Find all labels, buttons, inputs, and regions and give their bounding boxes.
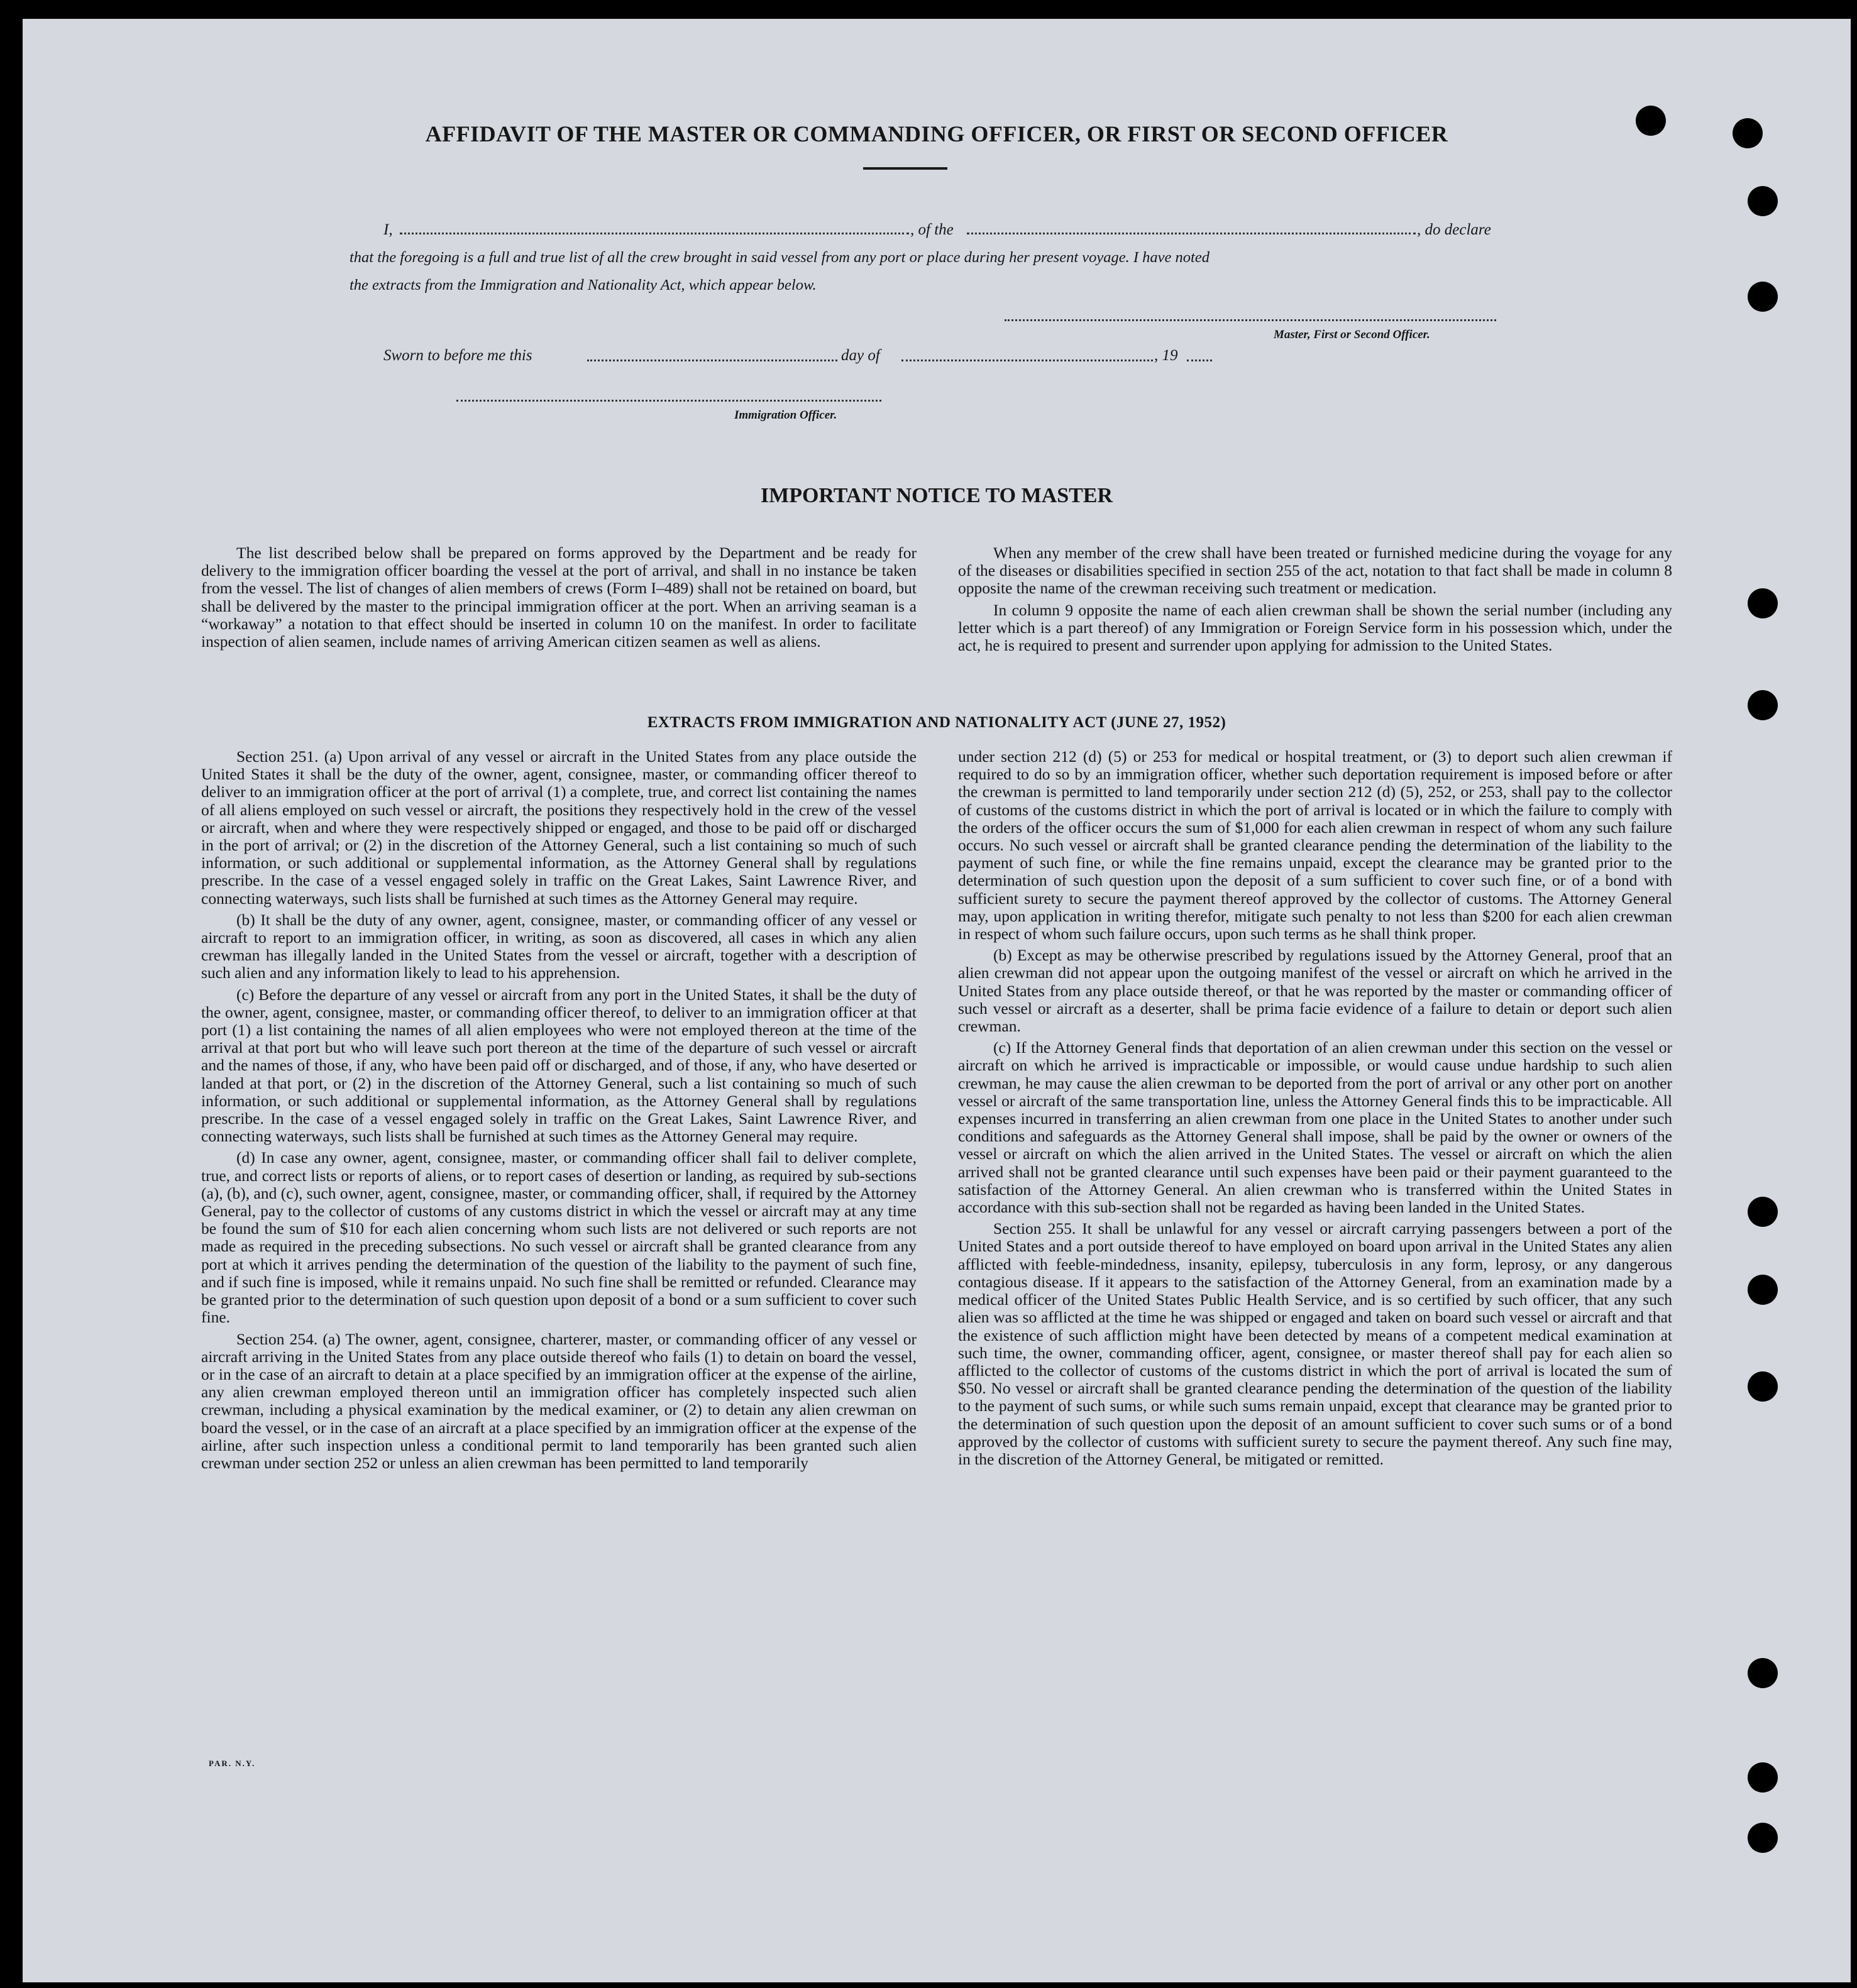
officer-signature-line[interactable] xyxy=(456,400,881,402)
punch-hole xyxy=(1748,1658,1778,1688)
section-251d: (d) In case any owner, agent, consignee, master, or commanding officer shall fail to deliver complete, true, and correct lists or reports of aliens, or to report cases of desertion or landing, as required by sub-sections (a), (b), and (c), such owner, agent, consignee, master, or commanding officer, shall, if required by the Attorney General, pay to the collector of customs of any customs district in which the vessel or aircraft may at any time be found the sum of $10 for each alien concerning whom such lists are not delivered or such reports are not made as required in the preceding subsections. No such vessel or aircraft shall be granted clearance from any port at which it arrives pending the determination of the question of the liability to the payment of such fine, and if such fine is imposed, while it remains unpaid. No such fine shall be remitted or refunded. Clearance may be granted prior to the determination of such question upon deposit of a bond or a sum sufficient to cover such fine. xyxy=(201,1148,917,1327)
extracts-right-column xyxy=(958,748,1672,1472)
punch-hole xyxy=(1748,1762,1778,1793)
punch-hole xyxy=(1636,106,1666,136)
affidavit-declare-label: , do declare xyxy=(1417,221,1491,238)
year-fill-line[interactable] xyxy=(1187,360,1212,361)
punch-hole xyxy=(1748,1371,1778,1402)
vessel-fill-line[interactable] xyxy=(967,233,1416,234)
section-251a: Section 251. (a) Upon arrival of any vessel or aircraft in the United States from any place outside the United States it shall be the duty of the owner, agent, consignee, master, or commanding officer thereof to deliver to an immigration officer at the port of arrival (1) a complete, true, and correct list containing the names of all aliens employed on such vessel or aircraft, the positions they respectively hold in the crew of the vessel or aircraft, when and where they were respectively shipped or engaged, and those to be paid off or discharged in the port of arrival; or (2) in the discretion of the Attorney General, such a list containing so much of such information, or such additional or supplemental information, as the Attorney General shall by regulations prescribe. In the case of a vessel engaged solely in traffic on the Great Lakes, Saint Lawrence River, and connecting waterways, such lists shall be furnished at such times as the Attorney General may require. xyxy=(201,747,917,908)
punch-hole xyxy=(1748,282,1778,312)
affidavit-line-2: that the foregoing is a full and true list of all the crew brought in said vessel from any port or place during her present voyage. I have noted xyxy=(350,249,1210,266)
master-signature-line[interactable] xyxy=(1005,319,1496,321)
day-of-label: day of xyxy=(841,347,880,364)
affidavit-i-label: I, xyxy=(383,221,393,238)
form-page xyxy=(23,19,1851,1982)
extracts-title: EXTRACTS FROM IMMIGRATION AND NATIONALITY ACT (JUNE 27, 1952) xyxy=(647,714,1226,731)
printer-mark: PAR. N.Y. xyxy=(209,1759,256,1768)
notice-title: IMPORTANT NOTICE TO MASTER xyxy=(760,484,1113,507)
year-label: , 19 xyxy=(1154,347,1178,364)
notice-right-paragraph-2: In column 9 opposite the name of each alien crewman shall be shown the serial number (including any letter which is a part thereof) of any Immigration or Foreign Service form in his possession which, under the act, he is required to present and surrender upon applying for admission to the United States. xyxy=(958,600,1672,655)
section-251b: (b) It shall be the duty of any owner, agent, consignee, master, or commanding officer of any vessel or aircraft to report to an immigration officer, in writing, as soon as discovered, all cases in which any alien crewman has illegally landed in the United States from the vessel or aircraft, together with a description of such alien and any information likely to lead to his apprehension. xyxy=(201,910,917,982)
punch-hole xyxy=(1748,1275,1778,1305)
extracts-left-column xyxy=(201,748,917,1476)
sworn-label: Sworn to before me this xyxy=(383,347,532,364)
punch-hole xyxy=(1748,186,1778,216)
affidavit-of-the-label: , of the xyxy=(910,221,954,238)
name-fill-line[interactable] xyxy=(400,233,909,234)
officer-caption: Immigration Officer. xyxy=(734,409,837,422)
section-254a-part-2: under section 212 (d) (5) or 253 for medical or hospital treatment, or (3) to deport such alien crewman if required to do so by an immigration officer, whether such deportation requirement is imposed before or after the crewman is permitted to land temporarily under section 212 (d) (5), 252, or 253, shall pay to the collector of customs of the customs district in which the port of arrival is located or in which the failure to comply with the orders of the officer occurs the sum of $1,000 for each alien crewman in respect of whom any such failure occurs. No such vessel or aircraft shall be granted clearance pending the determination of the liability to the payment of such fine, or while the fine remains unpaid, except the clearance may be granted prior to the determination of such question upon the deposit of a sum sufficient to cover such fine, or of a bond with sufficient surety to secure the payment thereof approved by the collector of customs. The Attorney General may, upon application in writing therefor, mitigate such penalty to not less than $200 for each alien crewman in respect of whom such failure occurs, upon such terms as he shall think proper. xyxy=(958,747,1672,943)
sworn-month-fill-line[interactable] xyxy=(901,360,1153,361)
punch-hole xyxy=(1748,690,1778,720)
notice-right-paragraph-1: When any member of the crew shall have been treated or furnished medicine during the voyage for any of the diseases or disabilities specified in section 255 of the act, notation to that fact shall be made in column 8 opposite the name of the crewman receiving such treatment or medication. xyxy=(958,544,1672,598)
section-254a-part-1: Section 254. (a) The owner, agent, consignee, charterer, master, or commanding officer of any vessel or aircraft arriving in the United States from any place outside thereof who fails (1) to detain on board the vessel, or in the case of an aircraft to detain at a place specified by an immigration officer at the expense of the airline, any alien crewman employed thereon until an immigration officer has completely inspected such alien crewman, including a physical examination by the medical examiner, or (2) to detain any alien crewman on board the vessel, or in the case of an aircraft at a place specified by an immigration officer at the expense of the airline, after such inspection unless a conditional permit to land temporarily has been granted such alien crewman under section 252 or unless an alien crewman has been permitted to land temporarily xyxy=(201,1329,917,1472)
section-255: Section 255. It shall be unlawful for any vessel or aircraft carrying passengers between a port of the United States and a port outside thereof to have employed on board upon arrival in the United States any alien afflicted with feeble-mindedness, insanity, epilepsy, tuberculosis in any form, leprosy, or any dangerous contagious disease. If it appears to the satisfaction of the Attorney General, from an examination made by a medical officer of the United States Public Health Service, and is so certified by such officer, that any such alien was so afflicted at the time he was shipped or engaged and taken on board such vessel or aircraft and that the existence of such affliction might have been detected by means of a competent medical examination at such time, the owner, commanding officer, agent, consignee, or master thereof shall pay for each alien so afflicted to the collector of customs of the customs district in which the port of arrival is located the sum of $50. No vessel or aircraft shall be granted clearance pending the determination of the question of the liability to the payment of such sums, or while such sums remain unpaid, except that clearance may be granted prior to the determination of such question upon the deposit of an amount sufficient to cover such sums or of a bond approved by the collector of customs with sufficient surety to secure the payment thereof. Any such fine may, in the discretion of the Attorney General, be mitigated or remitted. xyxy=(958,1219,1672,1468)
punch-hole xyxy=(1748,588,1778,618)
section-251c: (c) Before the departure of any vessel or aircraft from any port in the United States, it shall be the duty of the owner, agent, consignee, master, or commanding officer thereof, to deliver to an immigration officer at that port (1) a list containing the names of all alien employees who were not employed thereon at the time of the arrival at that port but who will leave such port thereon at the time of the departure of such vessel or aircraft and the names of those, if any, who have been paid off or discharged, and of those, if any, who have deserted or landed at that port, or (2) in the discretion of the Attorney General, such a list containing so much of such information, or such additional or supplemental information, as the Attorney General shall by regulations prescribe. In the case of a vessel engaged solely in traffic on the Great Lakes, Saint Lawrence River, and connecting waterways, such lists shall be furnished at such times as the Attorney General may require. xyxy=(201,985,917,1146)
notice-left-column xyxy=(201,544,917,654)
punch-hole xyxy=(1748,1197,1778,1227)
notice-left-paragraph: The list described below shall be prepared on forms approved by the Department and be ready for delivery to the immigration officer boarding the vessel at the port of arrival, and shall in no instance be taken from the vessel. The list of changes of alien members of crews (Form I–489) shall not be retained on board, but shall be delivered by the master to the principal immigration officer at the port. When an arriving seaman is a “workaway” a notation to that effect should be inserted in column 10 on the manifest. In order to facilitate inspection of alien seamen, include names of arriving American citizen seamen as well as aliens. xyxy=(201,544,917,651)
punch-hole xyxy=(1733,118,1763,148)
affidavit-line-3: the extracts from the Immigration and Nationality Act, which appear below. xyxy=(350,277,817,294)
notice-right-column xyxy=(958,544,1672,658)
sworn-day-fill-line[interactable] xyxy=(587,360,837,361)
section-254c: (c) If the Attorney General finds that deportation of an alien crewman under this section on the vessel or aircraft on which he arrived is impracticable or impossible, or would cause undue hardship to such alien crewman, he may cause the alien crewman to be deported from the port of arrival or any other port on another vessel or aircraft of the same transportation line, unless the Attorney General finds this to be impracticable. All expenses incurred in transferring an alien crewman from one place in the United States to another under such conditions and safeguards as the Attorney General shall impose, shall be paid by the owner or owners of the vessel or aircraft on which the alien arrived in the United States. The vessel or aircraft on which the alien arrived shall not be granted clearance until such expenses have been paid or their payment guaranteed to the satisfaction of the Attorney General. An alien crewman who is transferred within the United States in accordance with this sub-section shall not be regarded as having been landed in the United States. xyxy=(958,1038,1672,1217)
title-underline xyxy=(863,167,947,170)
master-caption: Master, First or Second Officer. xyxy=(1274,328,1430,341)
punch-hole xyxy=(1748,1823,1778,1853)
section-254b: (b) Except as may be otherwise prescribed by regulations issued by the Attorney General, proof that an alien crewman did not appear upon the outgoing manifest of the vessel or aircraft on which he arrived in the United States from any place outside thereof, or that he was reported by the master or commanding officer of such vessel or aircraft as a deserter, shall be prima facie evidence of a failure to detain or deport such alien crewman. xyxy=(958,946,1672,1036)
affidavit-title: AFFIDAVIT OF THE MASTER OR COMMANDING OFFICER, OR FIRST OR SECOND OFFICER xyxy=(425,121,1448,146)
